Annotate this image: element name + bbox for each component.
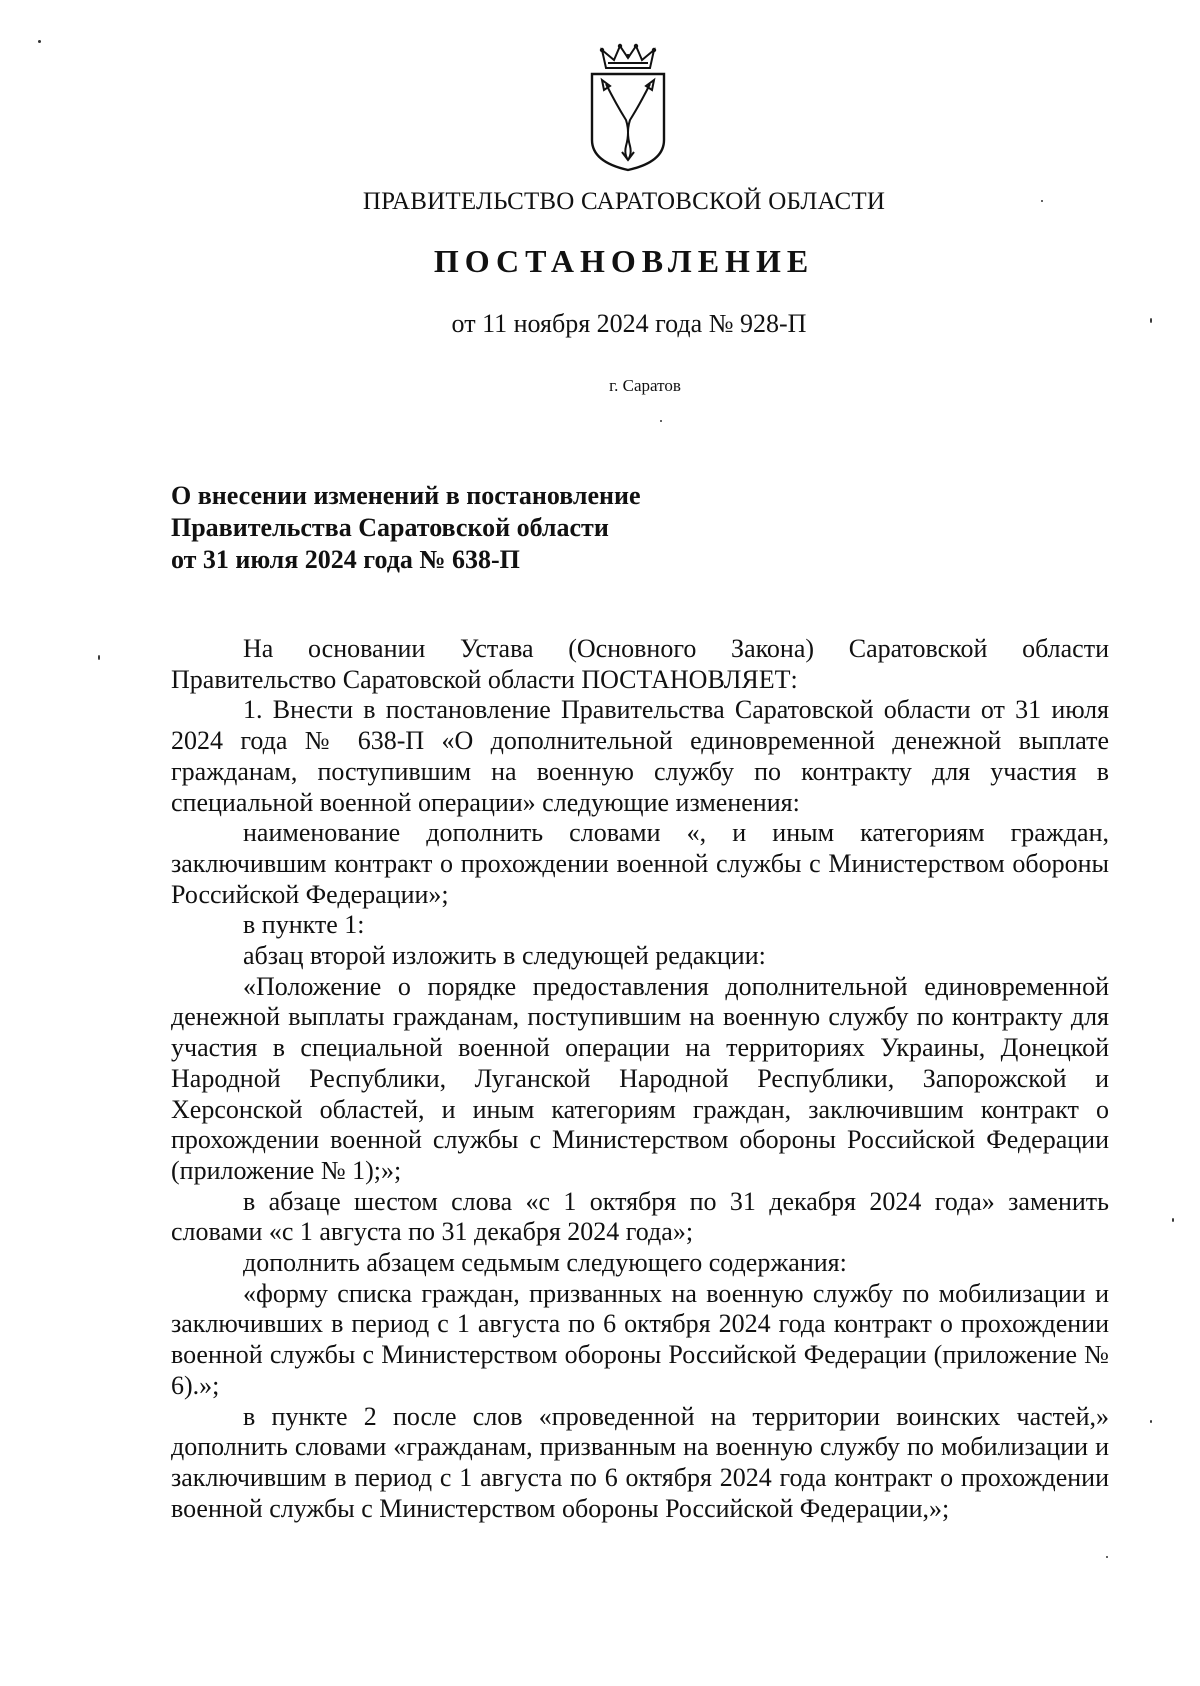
body-paragraph: наименование дополнить словами «, и иным категориям граждан, заключившим контракт о прохождении военной службы с Министерством обороны Российской Федерации»; [171,818,1109,909]
document-type-heading: ПОСТАНОВЛЕНИЕ [433,243,815,279]
scan-speck [1106,1556,1108,1558]
title-line: от 31 июля 2024 года № 638-П [171,545,520,574]
body-paragraph: абзац второй изложить в следующей редакции: [243,941,766,971]
document-city: г. Саратов [609,376,681,395]
scan-speck [38,40,41,43]
title-line: О внесении изменений в постановление [171,481,641,510]
title-line: Правительства Саратовской области [171,513,609,542]
document-date-number: от 11 ноября 2024 года № 928-П [451,309,807,338]
body-paragraph: в пункте 1: [243,910,365,940]
scan-speck [1041,200,1043,202]
body-paragraph: в пункте 2 после слов «проведенной на территории воинских частей,» дополнить словами «гражданам, призванным на военную службу по мобилизации и заключившим в период с 1 августа по 6 октября 2024 года контракт о прохождении военной службы с Министерством обороны Российской Федерации,»; [171,1401,1109,1523]
document-body [171,634,1109,1524]
scan-speck [1150,318,1152,323]
body-paragraph: «Положение о порядке предоставления дополнительной единовременной денежной выплаты гражданам, поступившим на военную службу по контракту для участия в специальной военной операции на территориях Украины, Донецкой Народной Республики, Луганской Народной Республики, Запорожской и Херсонской областей, и иным категориям граждан, заключившим контракт о прохождении военной службы с Министерством обороны Российской Федерации (приложение № 1);»; [171,971,1109,1185]
document-title [171,480,641,576]
scan-speck [1150,1420,1152,1423]
saratov-coat-of-arms-icon [586,42,670,172]
scan-speck [660,420,662,422]
body-paragraph: «форму списка граждан, призванных на военную службу по мобилизации и заключивших в период с 1 августа по 6 октября 2024 года контракт о прохождении военной службы с Министерством обороны Российской Федерации (приложение № 6).»; [171,1278,1109,1400]
scan-speck [1172,1218,1174,1222]
body-paragraph: в абзаце шестом слова «с 1 октября по 31 декабря 2024 года» заменить словами «с 1 августа по 31 декабря 2024 года»; [171,1186,1109,1247]
organization-name: ПРАВИТЕЛЬСТВО САРАТОВСКОЙ ОБЛАСТИ [362,188,886,215]
scan-speck [98,655,100,660]
body-paragraph: На основании Устава (Основного Закона) Саратовской области Правительство Саратовской области ПОСТАНОВЛЯЕТ: [171,634,1109,694]
body-paragraph: 1. Внести в постановление Правительства Саратовской области от 31 июля 2024 года № 638-П «О дополнительной единовременной денежной выплате гражданам, поступившим на военную службу по контракту для участия в специальной военной операции» следующие изменения: [171,695,1109,817]
body-paragraph: дополнить абзацем седьмым следующего содержания: [243,1248,847,1278]
